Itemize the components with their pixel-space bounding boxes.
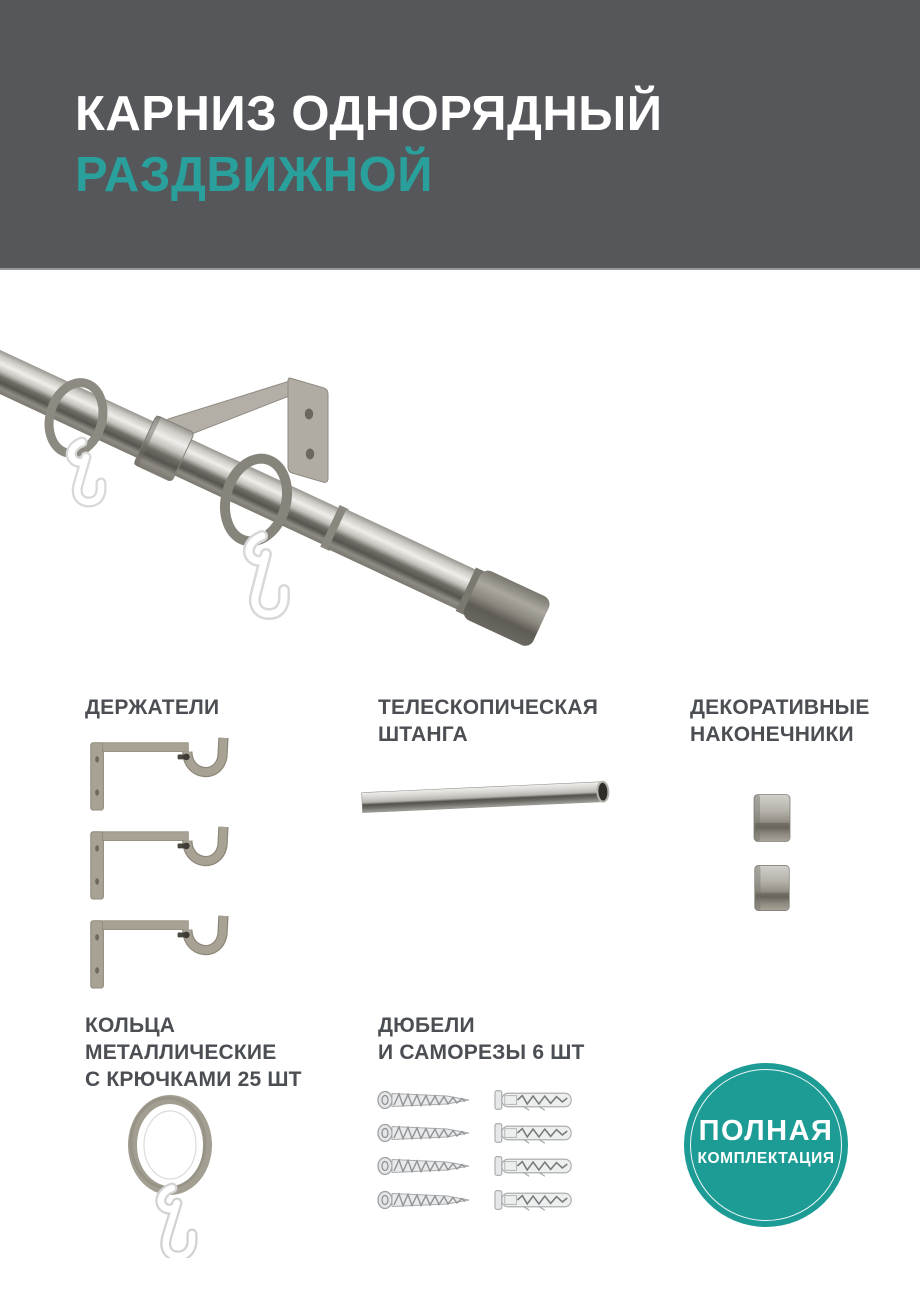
telescopic-rod-label: ТЕЛЕСКОПИЧЕСКАЯ ШТАНГА — [378, 696, 599, 746]
bracket-image-1 — [85, 733, 237, 813]
dowel-image-2 — [494, 1120, 578, 1146]
ring-hook — [161, 1188, 192, 1256]
full-kit-badge — [684, 1063, 848, 1227]
product-photo — [0, 330, 560, 660]
screw-image-1 — [377, 1089, 473, 1111]
fasteners-label: ДЮБЕЛИ И САМОРЕЗЫ 6 ШТ — [378, 1014, 585, 1064]
rings-label: КОЛЬЦА МЕТАЛЛИЧЕСКИЕ С КРЮЧКАМИ 25 ШТ — [85, 1014, 302, 1091]
page-title — [75, 84, 662, 206]
telescopic-rod-image — [360, 777, 612, 817]
photo-hook-center — [249, 536, 284, 614]
finial-image-2 — [752, 864, 792, 912]
finial-image-1 — [752, 793, 792, 843]
dowel-image-4 — [494, 1187, 578, 1213]
title-line-1: КАРНИЗ ОДНОРЯДНЫЙ — [75, 87, 663, 141]
dowel-image-3 — [494, 1153, 578, 1179]
badge-line-2: КОМПЛЕКТАЦИЯ — [697, 1149, 835, 1167]
bracket-image-3 — [85, 911, 237, 991]
header-banner — [0, 0, 920, 270]
finials-label: ДЕКОРАТИВНЫЕ НАКОНЕЧНИКИ — [690, 696, 870, 746]
screw-image-4 — [377, 1189, 473, 1211]
ring-with-hook-image — [120, 1093, 220, 1258]
holders-label: ДЕРЖАТЕЛИ — [85, 696, 220, 719]
screw-image-3 — [377, 1155, 473, 1177]
title-line-2: РАЗДВИЖНОЙ — [75, 148, 433, 202]
dowel-image-1 — [494, 1087, 578, 1113]
badge-line-1: ПОЛНАЯ — [698, 1114, 834, 1147]
screw-image-2 — [377, 1122, 473, 1144]
bracket-image-2 — [85, 822, 237, 902]
